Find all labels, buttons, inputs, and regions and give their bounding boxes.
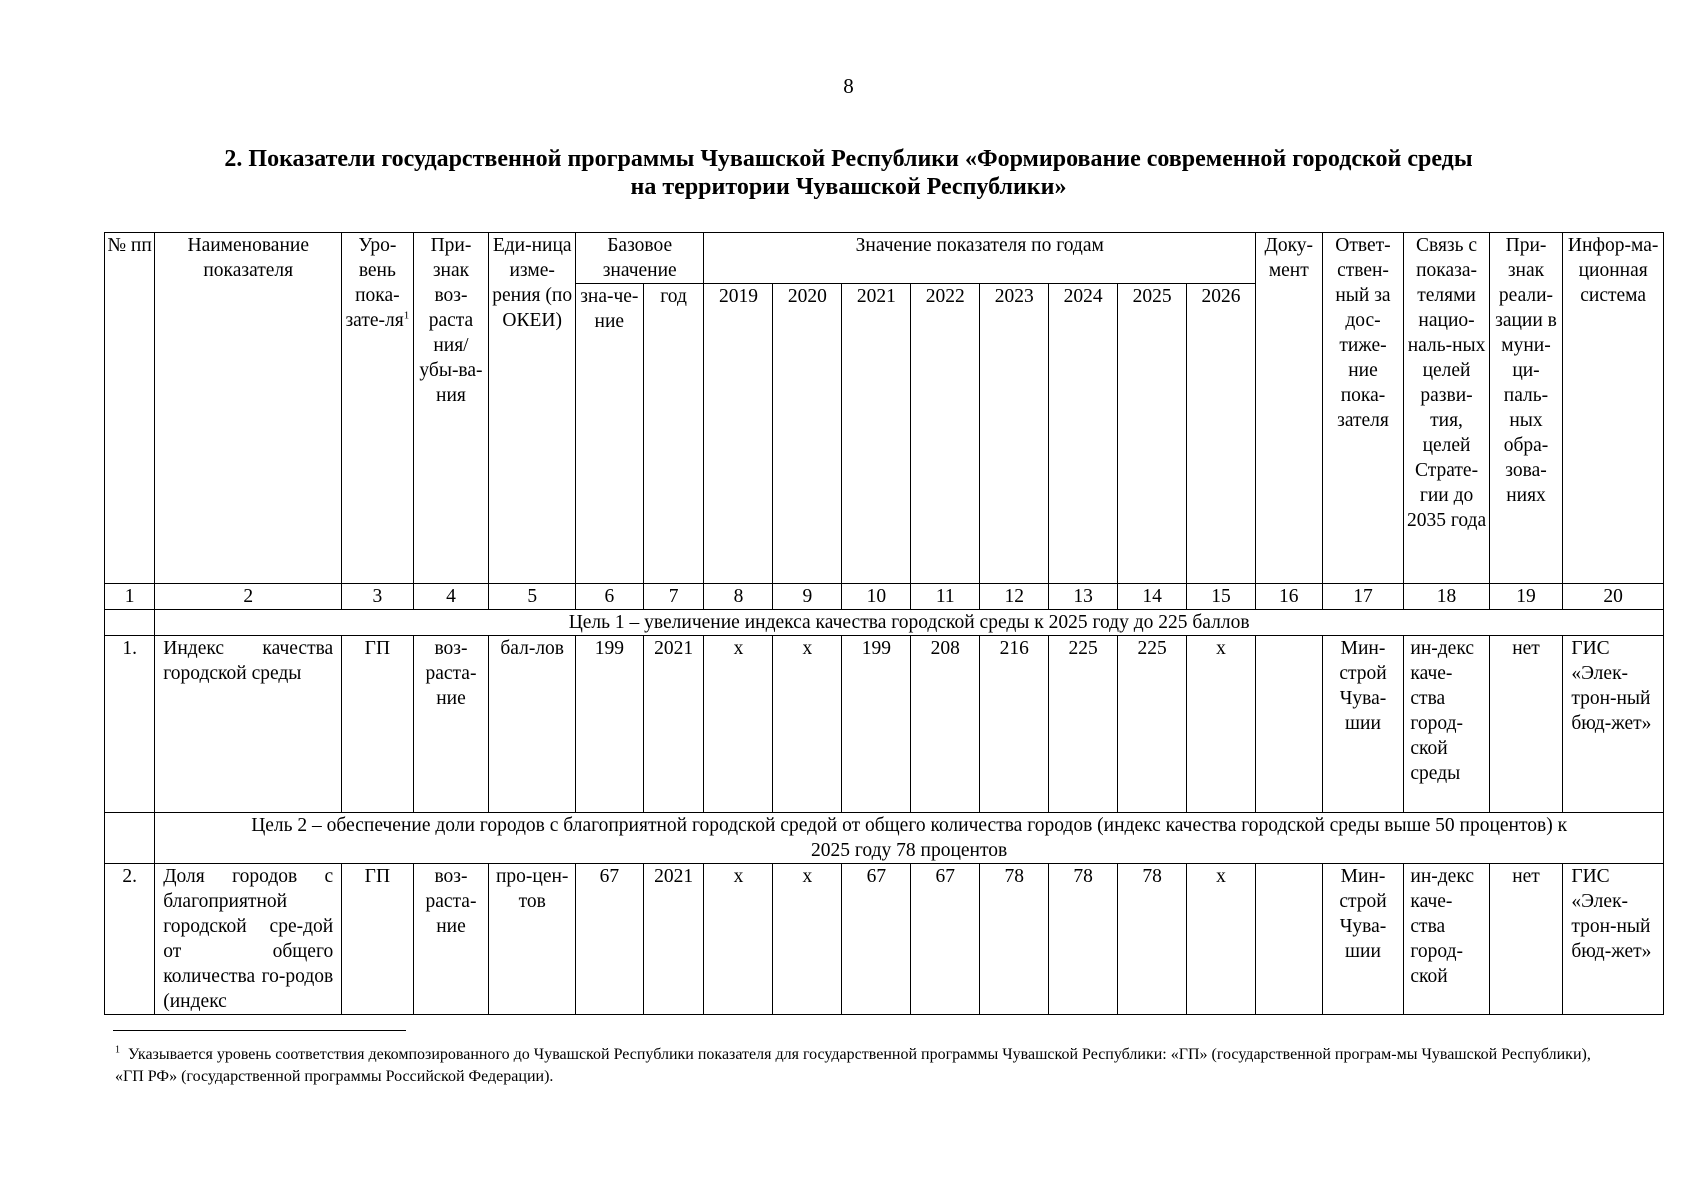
header-year: 2020 [773,284,842,584]
header-info-system: Инфор-ма-ционная система [1563,233,1664,584]
row-document [1255,636,1322,813]
row-value: 199 [842,636,911,813]
column-number: 10 [842,584,911,610]
row-link: ин-декс каче-ства город-ской среды [1404,636,1489,813]
header-num: № пп [105,233,155,584]
row-level: ГП [342,864,413,1015]
title-line-1: 2. Показатели государственной программы Чувашской Республики «Формирование современной городской среды [224,146,1473,172]
column-number: 3 [342,584,413,610]
footnote-number: 1 [115,1044,120,1056]
goal-1-text: Цель 1 – увеличение индекса качества городской среды к 2025 году до 225 баллов [155,610,1664,636]
column-number: 8 [704,584,773,610]
row-value: x [773,864,842,1015]
goal-1-row [105,610,1664,636]
column-number: 18 [1404,584,1489,610]
indicators-table [104,232,1664,1015]
column-number: 15 [1187,584,1256,610]
row-value: 67 [842,864,911,1015]
row-unit: про-цен-тов [489,864,575,1015]
column-number: 17 [1322,584,1404,610]
row-value: 208 [911,636,980,813]
header-year: 2024 [1049,284,1118,584]
goal-2-text: Цель 2 – обеспечение доли городов с благоприятной городской средой от общего количества городов (индекс качества городской среды выше 50 процентов) к 2025 году 78 процентов [155,813,1664,864]
row-sign: воз-раста-ние [413,864,489,1015]
column-number: 7 [643,584,704,610]
row-value: x [704,864,773,1015]
column-number: 20 [1563,584,1664,610]
row-value: 78 [1049,864,1118,1015]
row-value: x [773,636,842,813]
row-link: ин-декс каче-ства город-ской [1404,864,1489,1015]
column-numbers-row [105,584,1664,610]
row-municipal: нет [1489,864,1563,1015]
row-value: 67 [911,864,980,1015]
table-row [105,864,1664,1015]
column-number: 1 [105,584,155,610]
table-row [105,636,1664,813]
footnote-marker: 1 [403,309,410,322]
column-number: 2 [155,584,342,610]
row-info-system: ГИС «Элек-трон-ный бюд-жет» [1563,864,1664,1015]
header-year: 2025 [1118,284,1187,584]
column-number: 11 [911,584,980,610]
row-sign: воз-раста-ние [413,636,489,813]
header-sign: При-знак воз-раста ния/ убы-ва-ния [413,233,489,584]
column-number: 4 [413,584,489,610]
row-responsible: Мин-строй Чува-шии [1322,636,1404,813]
header-year: 2021 [842,284,911,584]
header-link: Связь с показа-телями нацио-наль-ных целей разви-тия, целей Страте-гии до 2035 года [1404,233,1489,584]
row-value: 78 [1118,864,1187,1015]
row-value: 78 [980,864,1049,1015]
header-values-by-year: Значение показателя по годам [704,233,1256,284]
header-base-year: год [643,284,704,584]
row-value: x [1187,864,1256,1015]
column-number: 5 [489,584,575,610]
header-level: Уро-вень пока-$зате-ля^1$ [342,233,413,584]
header-row-1 [105,233,1664,284]
footnote-divider [113,1030,406,1031]
header-year: 2022 [911,284,980,584]
footnote [115,1044,1600,1088]
page-title [150,145,1547,201]
header-name: Наименование показателя [155,233,342,584]
row-value: x [704,636,773,813]
row-responsible: Мин-строй Чува-шии [1322,864,1404,1015]
header-municipal: При-знак реали-зации в муни-ци-паль-ных обра-зова-ниях [1489,233,1563,584]
column-number: 16 [1255,584,1322,610]
column-number: 19 [1489,584,1563,610]
goal-2-row [105,813,1664,864]
header-year: 2023 [980,284,1049,584]
goal-1-num [105,610,155,636]
goal-2-num [105,813,155,864]
row-value: 225 [1118,636,1187,813]
row-municipal: нет [1489,636,1563,813]
column-number: 13 [1049,584,1118,610]
row-value: 225 [1049,636,1118,813]
title-line-2: на территории Чувашской Республики» [630,174,1067,200]
row-document [1255,864,1322,1015]
row-base-value: 67 [575,864,643,1015]
header-base: Базовое значение [575,233,704,284]
column-number: 6 [575,584,643,610]
header-year: 2019 [704,284,773,584]
row-name: Индекс качества городской среды [155,636,342,813]
row-base-value: 199 [575,636,643,813]
header-unit: Еди-ница изме-рения (по ОКЕИ) [489,233,575,584]
row-value: x [1187,636,1256,813]
header-responsible: Ответ-ствен-ный за дос-тиже-ние пока-зателя [1322,233,1404,584]
column-number: 9 [773,584,842,610]
column-number: 12 [980,584,1049,610]
row-num: 1. [105,636,155,813]
row-value: 216 [980,636,1049,813]
row-info-system: ГИС «Элек-трон-ный бюд-жет» [1563,636,1664,813]
header-document: Доку-мент [1255,233,1322,584]
row-base-year: 2021 [643,864,704,1015]
row-unit: бал-лов [489,636,575,813]
row-name: Доля городов с благоприятной городской сре-дой от общего количества го-родов (индекс [155,864,342,1015]
header-year: 2026 [1187,284,1256,584]
row-num: 2. [105,864,155,1015]
column-number: 14 [1118,584,1187,610]
footnote-text: Указывается уровень соответствия декомпозированного до Чувашской Республики показателя для государственной программы Чувашской Республики: «ГП» (государственной програм-мы Чувашской Республики), «ГП РФ» (государственной программы Российской Федерации). [115,1046,1591,1085]
header-base-value: зна-че-ние [575,284,643,584]
row-level: ГП [342,636,413,813]
page-number: 8 [843,74,854,98]
row-base-year: 2021 [643,636,704,813]
